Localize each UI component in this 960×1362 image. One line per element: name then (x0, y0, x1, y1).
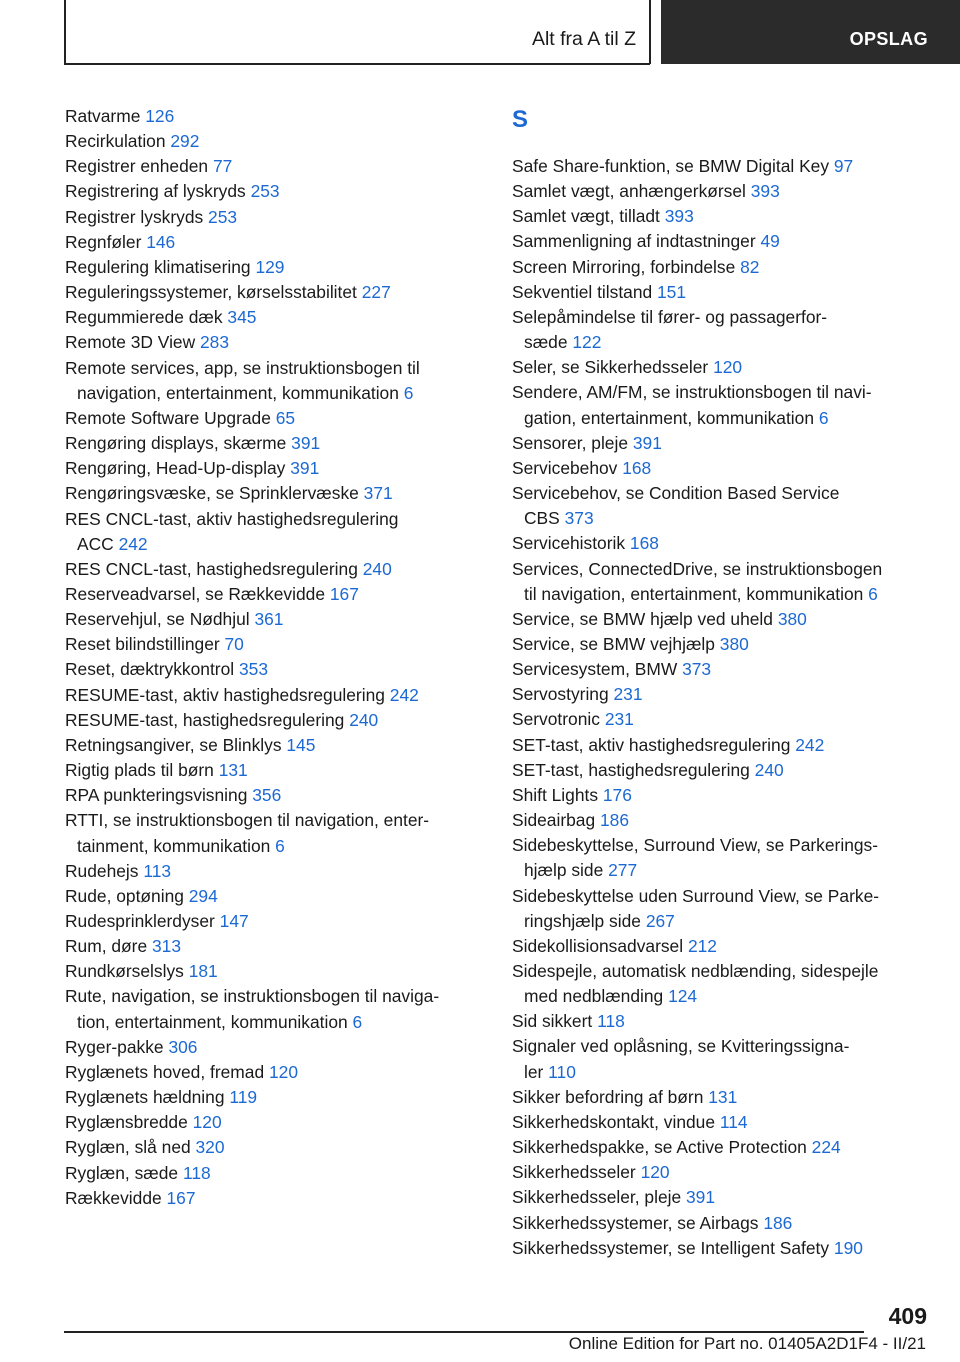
index-entry-text: Servicehistorik (512, 533, 626, 554)
index-entry (65, 129, 470, 154)
index-entry-text: Registrer enheden (65, 156, 209, 177)
page-reference-link[interactable]: 6 (818, 407, 829, 428)
index-entry (65, 205, 470, 230)
index-entry-text: RES CNCL-tast, aktiv hastighedsregulering (65, 508, 399, 529)
page-reference-link[interactable]: 167 (166, 1187, 196, 1208)
index-entry (65, 154, 470, 179)
index-entry (65, 859, 470, 884)
index-entry-text: Rute, navigation, se instruktionsbogen til naviga- (65, 986, 440, 1007)
page-reference-link[interactable]: 371 (363, 483, 393, 504)
page-reference-link[interactable]: 240 (362, 558, 392, 579)
index-entry (512, 833, 922, 883)
index-entry-text: Signaler ved oplåsning, se Kvitteringssigna- (512, 1036, 850, 1057)
index-entry (512, 255, 922, 280)
page-reference-link[interactable]: 380 (777, 608, 807, 629)
index-entry-text: Reset bilindstillinger (65, 634, 220, 655)
index-entry-text-continued: sæde (524, 332, 568, 353)
header-rule (64, 63, 650, 65)
index-entry-text: Reserveadvarsel, se Rækkevidde (65, 583, 326, 604)
page-reference-link[interactable]: 131 (218, 760, 248, 781)
index-entry-text: Services, ConnectedDrive, se instruktionsbogen (512, 558, 883, 579)
index-entry (512, 1034, 922, 1084)
page-reference-link[interactable]: 119 (229, 1087, 258, 1108)
index-entry (512, 179, 922, 204)
index-entry (512, 1135, 922, 1160)
index-entry-text: Sidebeskyttelse uden Surround View, se Parke- (512, 885, 880, 906)
index-entry-text: Ryglænets hoved, fremad (65, 1061, 265, 1082)
page-reference-link[interactable]: 122 (572, 332, 602, 353)
index-entry-text: Samlet vægt, tilladt (512, 206, 660, 227)
index-entry-text: Samlet vægt, anhængerkørsel (512, 181, 746, 202)
index-entry (512, 154, 922, 179)
page-reference-link[interactable]: 393 (750, 181, 780, 202)
index-entry-text: Sikkerhedssystemer, se Intelligent Safety (512, 1237, 830, 1258)
index-entry-text-continued: ACC (77, 533, 114, 554)
index-entry (65, 783, 470, 808)
index-entry-text-continued: CBS (524, 508, 560, 529)
page-reference-link[interactable]: 345 (227, 307, 257, 328)
index-entry-text: Rengøringsvæske, se Sprinklervæske (65, 483, 359, 504)
index-entry (65, 305, 470, 330)
index-entry-text: Seler, se Sikkerhedsseler (512, 357, 709, 378)
page-reference-link[interactable]: 49 (760, 231, 780, 252)
index-entry-text: Reset, dæktrykkontrol (65, 659, 235, 680)
index-entry-text: SET-tast, hastighedsregulering (512, 759, 750, 780)
index-entry-text: Recirkulation (65, 131, 166, 152)
page-reference-link[interactable]: 129 (255, 256, 285, 277)
index-entry-text: RESUME-tast, hastighedsregulering (65, 709, 345, 730)
index-entry (512, 632, 922, 657)
index-column-right (512, 104, 922, 1261)
index-entry (65, 758, 470, 783)
index-entry (65, 733, 470, 758)
index-entry (65, 909, 470, 934)
index-entry (65, 1110, 470, 1135)
index-entry (65, 280, 470, 305)
index-entry-text: Servicebehov (512, 457, 618, 478)
page-reference-link[interactable]: 146 (146, 231, 176, 252)
index-entry (65, 255, 470, 280)
index-entry (65, 984, 470, 1034)
page-reference-link[interactable]: 231 (604, 709, 634, 730)
page-reference-link[interactable]: 168 (622, 457, 652, 478)
index-entry-text: Rundkørselslys (65, 961, 184, 982)
index-entry-text: Rum, døre (65, 936, 148, 957)
index-entry-text: Servicebehov, se Condition Based Service (512, 483, 840, 504)
index-entry (65, 481, 470, 506)
page-reference-link[interactable]: 6 (868, 583, 878, 604)
index-entry-text: Sidekollisionsadvarsel (512, 935, 684, 956)
index-entry (65, 230, 470, 255)
index-entry (512, 959, 922, 1009)
index-entry (65, 1161, 470, 1186)
page-reference-link[interactable]: 224 (811, 1137, 841, 1158)
page-reference-link[interactable]: 242 (795, 734, 825, 755)
page-reference-link[interactable]: 114 (719, 1111, 748, 1132)
index-entry (512, 934, 922, 959)
index-entry-text: Rengøring, Head-Up-display (65, 458, 286, 479)
page-reference-link[interactable]: 131 (708, 1086, 738, 1107)
page-reference-link[interactable]: 253 (250, 181, 280, 202)
index-entry (65, 582, 470, 607)
index-entry (65, 179, 470, 204)
page-reference-link[interactable]: 294 (188, 885, 218, 906)
page-reference-link[interactable]: 283 (200, 332, 230, 353)
page-reference-link[interactable]: 190 (833, 1237, 863, 1258)
index-entry (65, 1060, 470, 1085)
index-entry-text: Ryglænets hældning (65, 1087, 225, 1108)
index-entry-text: Sensorer, pleje (512, 432, 629, 453)
index-entry-text: Ryglæn, slå ned (65, 1137, 191, 1158)
page-reference-link[interactable]: 97 (833, 156, 854, 176)
page-reference-link[interactable]: 120 (268, 1061, 298, 1082)
page-reference-link[interactable]: 380 (719, 633, 749, 654)
chapter-tab-label: OPSLAG (849, 29, 928, 49)
index-entry-text: Regulering klimatisering (65, 256, 251, 277)
index-entry-text-continued: med nedblænding (524, 986, 664, 1007)
index-entry (65, 657, 470, 682)
page-reference-link[interactable]: 186 (763, 1212, 793, 1233)
index-entry-text-continued: til navigation, entertainment, kommunikation (524, 583, 864, 604)
page-reference-link[interactable]: 313 (151, 936, 181, 957)
page-reference-link[interactable]: 113 (143, 860, 172, 881)
index-entry-text: Sikker befordring af børn (512, 1086, 704, 1107)
page-reference-link[interactable]: 391 (291, 433, 321, 454)
index-entry (65, 632, 470, 657)
index-entry (512, 1009, 922, 1034)
page-reference-link[interactable]: 253 (208, 206, 238, 227)
index-entry (512, 280, 922, 305)
index-entry (65, 959, 470, 984)
index-entry-text: RPA punkteringsvisning (65, 785, 248, 806)
index-entry-text: Sideairbag (512, 810, 596, 831)
index-entry (512, 1236, 922, 1261)
index-entry (512, 204, 922, 229)
page-reference-link[interactable]: 168 (629, 533, 659, 554)
index-entry (65, 356, 470, 406)
index-entry (65, 934, 470, 959)
header-divider (649, 0, 651, 64)
page-reference-link[interactable]: 231 (613, 684, 643, 705)
page-reference-link[interactable]: 212 (687, 935, 717, 956)
index-entry-text: SET-tast, aktiv hastighedsregulering (512, 734, 791, 755)
page-reference-link[interactable]: 277 (608, 860, 638, 881)
index-entry-text: RESUME-tast, aktiv hastighedsregulering (65, 684, 385, 705)
index-entry-text: Retningsangiver, se Blinklys (65, 734, 282, 755)
index-entry (65, 1085, 470, 1110)
index-entry (65, 1035, 470, 1060)
page-reference-link[interactable]: 391 (290, 458, 320, 479)
index-entry-text: Servostyring (512, 684, 609, 705)
index-entry (512, 531, 922, 556)
index-entry-text: Remote Software Upgrade (65, 407, 271, 428)
page-reference-link[interactable]: 240 (754, 759, 784, 780)
index-letter-heading: S (512, 106, 529, 133)
page-reference-link[interactable]: 393 (664, 206, 694, 227)
index-entry-text: Regnføler (65, 231, 142, 252)
index-column-left (65, 104, 470, 1211)
index-entry-text: Reguleringssystemer, kørselsstabilitet (65, 282, 357, 303)
index-entry (512, 808, 922, 833)
index-entry-text: Ratvarme (65, 106, 141, 126)
index-entry-text: Regummierede dæk (65, 307, 223, 328)
index-entry (65, 431, 470, 456)
index-entry-text-continued: ringshjælp side (524, 910, 641, 931)
index-entry (512, 557, 922, 607)
page-reference-link[interactable]: 292 (170, 131, 200, 152)
page-reference-link[interactable]: 151 (657, 281, 687, 302)
page-reference-link[interactable]: 6 (352, 1011, 363, 1032)
index-entry (65, 406, 470, 431)
index-entry-text: Registrer lyskryds (65, 206, 204, 227)
index-entry (65, 607, 470, 632)
index-entry (512, 456, 922, 481)
index-entry-text: Ryglænsbredde (65, 1112, 188, 1133)
index-entry-text: Screen Mirroring, forbindelse (512, 256, 736, 277)
page-reference-link[interactable]: 65 (275, 407, 296, 428)
page-reference-link[interactable]: 306 (168, 1036, 198, 1057)
index-entry-text: Service, se BMW hjælp ved uheld (512, 608, 773, 629)
page-reference-link[interactable]: 240 (349, 709, 379, 730)
index-entry (512, 305, 922, 355)
index-entry (512, 733, 922, 758)
index-entry-text: RES CNCL-tast, hastighedsregulering (65, 558, 358, 579)
index-entry (512, 1110, 922, 1135)
chapter-tab[interactable] (661, 0, 960, 64)
index-entry-text: Sid sikkert (512, 1011, 593, 1032)
index-entry-text: Service, se BMW vejhjælp (512, 633, 715, 654)
page-reference-link[interactable]: 82 (740, 256, 760, 277)
page-reference-link[interactable]: 227 (361, 282, 391, 303)
index-entry (512, 682, 922, 707)
index-entry-text-continued: ler (524, 1061, 544, 1082)
index-entry-text: Sikkerhedskontakt, vindue (512, 1111, 716, 1132)
page-reference-link[interactable]: 147 (219, 911, 249, 931)
index-entry (512, 707, 922, 732)
index-entry (512, 758, 922, 783)
page-reference-link[interactable]: 118 (597, 1011, 625, 1032)
index-entry-text: Rude, optøning (65, 885, 184, 906)
index-entry-text: Sekventiel tilstand (512, 281, 653, 302)
index-entry (512, 481, 922, 531)
index-entry (512, 1211, 922, 1236)
index-entry (65, 808, 470, 858)
index-entry-text: Rigtig plads til børn (65, 760, 214, 781)
index-entry-text: Rudesprinklerdyser (65, 911, 215, 931)
index-entry (65, 507, 470, 557)
index-entry (512, 380, 922, 430)
index-entry-text: Sidespejle, automatisk nedblænding, sidespejle (512, 961, 879, 981)
index-entry-text: Remote 3D View (65, 332, 196, 353)
page-number: 409 (888, 1303, 927, 1329)
page-reference-link[interactable]: 353 (238, 659, 268, 680)
footer-edition-text: Online Edition for Part no. 01405A2D1F4 - II/21 (568, 1334, 926, 1353)
page-reference-link[interactable]: 145 (286, 734, 316, 755)
index-entry-text: Safe Share-funktion, se BMW Digital Key (512, 156, 830, 176)
index-entry (65, 884, 470, 909)
section-title: Alt fra A til Z (531, 28, 636, 50)
index-entry-text: Remote services, app, se instruktionsbogen til (65, 357, 420, 378)
index-entry-text: Servicesystem, BMW (512, 659, 678, 680)
page-reference-link[interactable]: 373 (564, 508, 594, 529)
page-reference-link[interactable]: 70 (224, 634, 244, 655)
index-entry-text-continued: tion, entertainment, kommunikation (77, 1011, 348, 1032)
index-entry-text-continued: hjælp side (524, 860, 604, 881)
index-entry (65, 104, 470, 129)
index-entry-text: Sendere, AM/FM, se instruktionsbogen til navi- (512, 382, 872, 403)
page-reference-link[interactable]: 120 (640, 1162, 670, 1183)
index-entry (65, 1186, 470, 1211)
index-entry (65, 1135, 470, 1160)
index-entry-text-continued: tainment, kommunikation (77, 835, 271, 856)
index-entry-text: Rengøring displays, skærme (65, 433, 287, 454)
index-entry (512, 431, 922, 456)
page-reference-link[interactable]: 373 (682, 659, 712, 680)
page-reference-link[interactable]: 124 (668, 986, 698, 1007)
index-entry (65, 330, 470, 355)
page-reference-link[interactable]: 186 (600, 810, 630, 831)
page-reference-link[interactable]: 6 (275, 835, 285, 856)
page-reference-link[interactable]: 267 (645, 910, 675, 931)
index-entry (512, 884, 922, 934)
index-entry-text: Sikkerhedspakke, se Active Protection (512, 1137, 807, 1158)
page-reference-link[interactable]: 391 (686, 1187, 716, 1208)
page-reference-link[interactable]: 391 (632, 432, 662, 453)
index-entry-text: Sikkerhedssystemer, se Airbags (512, 1212, 759, 1233)
index-entry-text: RTTI, se instruktionsbogen til navigation, enter- (65, 810, 430, 831)
header-left-rule (64, 0, 66, 64)
index-entry-text: Rudehejs (65, 860, 139, 881)
index-entry (65, 456, 470, 481)
page-reference-link[interactable]: 118 (182, 1162, 211, 1183)
index-entry-text: Sikkerhedsseler (512, 1162, 636, 1183)
index-entry (512, 783, 922, 808)
index-entry (512, 657, 922, 682)
page-reference-link[interactable]: 110 (548, 1061, 576, 1082)
index-entry-text: Sidebeskyttelse, Surround View, se Parkerings- (512, 835, 879, 856)
page-reference-link[interactable]: 77 (212, 156, 233, 177)
index-entry (512, 229, 922, 254)
page-reference-link[interactable]: 176 (602, 784, 632, 805)
page-reference-link[interactable]: 181 (188, 961, 218, 982)
index-entry (512, 607, 922, 632)
index-entry-text: Reservehjul, se Nødhjul (65, 609, 250, 630)
page-reference-link[interactable]: 356 (252, 785, 282, 806)
page-reference-link[interactable]: 320 (195, 1137, 225, 1158)
index-entry (65, 708, 470, 733)
index-entry-text: Ryger-pakke (65, 1036, 164, 1057)
page-reference-link[interactable]: 167 (329, 583, 359, 604)
page-reference-link[interactable]: 120 (713, 357, 743, 378)
page-reference-link[interactable]: 242 (118, 533, 148, 554)
index-entry-text: Selepåmindelse til fører- og passagerfor- (512, 306, 828, 327)
page-reference-link[interactable]: 126 (145, 106, 175, 126)
index-entry (65, 557, 470, 582)
index-entry (65, 683, 470, 708)
index-entry-text-continued: navigation, entertainment, kommunikation (77, 382, 399, 403)
footer-rule (64, 1331, 864, 1333)
index-entry-text: Sikkerhedsseler, pleje (512, 1187, 682, 1208)
page-reference-link[interactable]: 120 (192, 1112, 222, 1133)
index-entry-text-continued: gation, entertainment, kommunikation (524, 407, 815, 428)
index-entry-text: Servotronic (512, 709, 600, 730)
index-entry-text: Sammenligning af indtastninger (512, 231, 756, 252)
page-reference-link[interactable]: 6 (403, 382, 414, 403)
page-reference-link[interactable]: 242 (389, 684, 419, 705)
page-reference-link[interactable]: 361 (254, 609, 284, 630)
index-entry-text: Rækkevidde (65, 1187, 162, 1208)
index-entry (512, 355, 922, 380)
index-entry-text: Shift Lights (512, 784, 599, 805)
index-entry-text: Ryglæn, sæde (65, 1162, 179, 1183)
index-entry (512, 1160, 922, 1185)
index-entry (512, 1185, 922, 1210)
index-entry-text: Registrering af lyskryds (65, 181, 246, 202)
index-entry (512, 1085, 922, 1110)
